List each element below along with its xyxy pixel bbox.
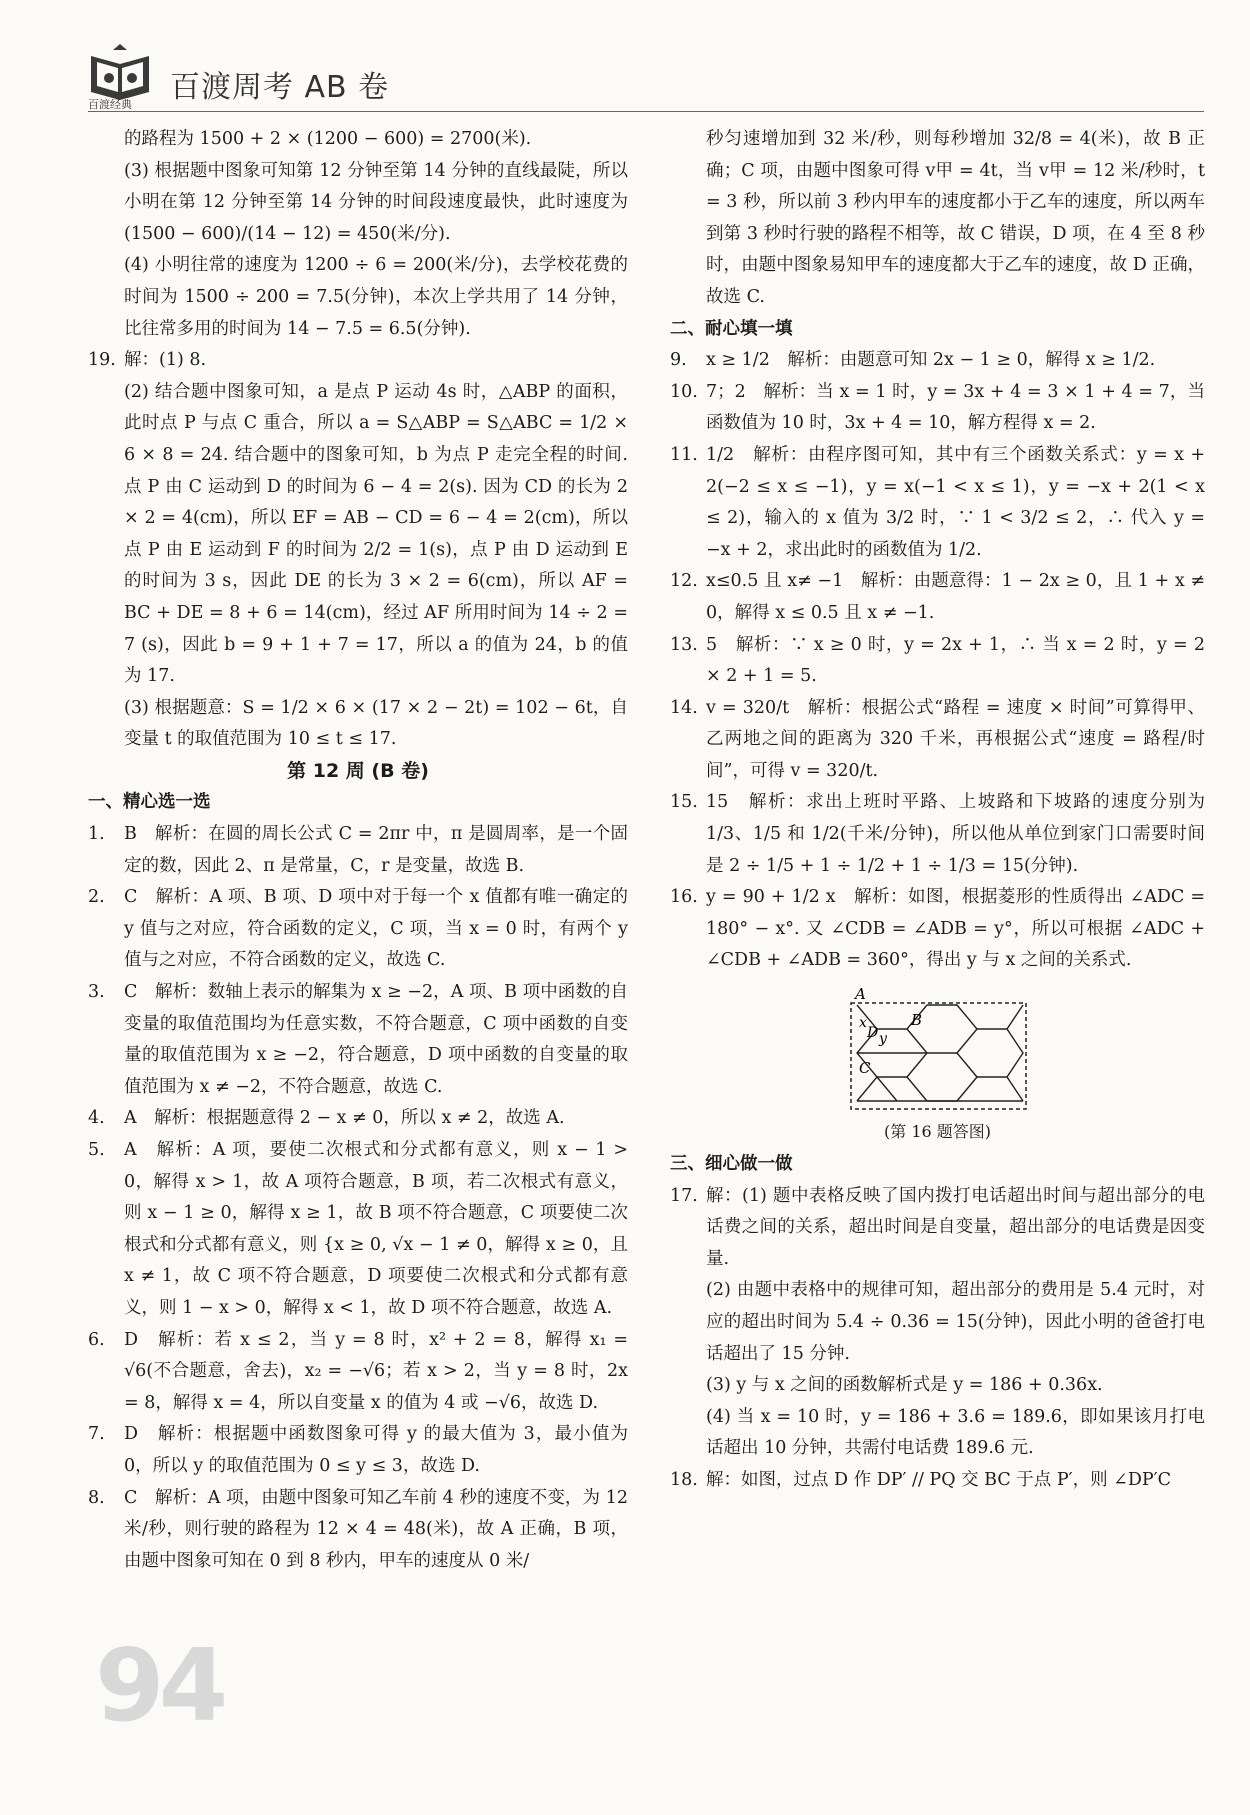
- answer-text: x ≥ 1/2 解析：由题意可知 2x − 1 ≥ 0，解得 x ≥ 1/2.: [706, 350, 1156, 371]
- answer-item: [670, 440, 1205, 566]
- question-19: [88, 345, 628, 377]
- question-number: 1.: [88, 824, 105, 845]
- answer-item: [670, 345, 1205, 377]
- question-18: [670, 1465, 1205, 1497]
- figure-caption: (第 16 题答图): [883, 1122, 992, 1142]
- question-number: 19.: [88, 350, 116, 371]
- q18-part4: (4) 小明往常的速度为 1200 ÷ 6 = 200(米/分)，去学校花费的时间为 1500 ÷ 200 = 7.5(分钟)，本次上学共用了 14 分钟，比往常多用的时间为 14 − 7.5 = 6.5(分钟).: [124, 255, 628, 339]
- rhombus-figure: [670, 985, 1205, 1145]
- answer-item: [88, 882, 628, 977]
- answer-text: x≤0.5 且 x≠ −1 解析：由题意得：1 − 2x ≥ 0，且 1 + x ≠ 0，解得 x ≤ 0.5 且 x ≠ −1.: [706, 571, 1205, 623]
- rhombus-tiling-diagram: [843, 985, 1033, 1115]
- answer-text: A 解析：根据题意得 2 − x ≠ 0，所以 x ≠ 2，故选 A.: [124, 1108, 565, 1129]
- question-number: 5.: [88, 1140, 105, 1160]
- header-divider: [88, 111, 1204, 112]
- question-number: 10.: [670, 381, 698, 402]
- question-number: 14.: [670, 697, 698, 718]
- answer-item: [88, 1483, 628, 1578]
- question-number: 15.: [670, 792, 698, 813]
- answer-item: [88, 977, 628, 1103]
- q17-part2: (2) 由题中表格中的规律可知，超出部分的费用是 5.4 元时，对应的超出时间为 5.4 ÷ 0.36 = 15(分钟)，因此小明的爸爸打电话超出了 15 分钟.: [706, 1280, 1205, 1364]
- answer-item: [88, 1419, 628, 1482]
- answer-text: 7；2 解析：当 x = 1 时，y = 3x + 4 = 3 × 1 + 4 = 7，当函数值为 10 时，3x + 4 = 10，解方程得 x = 2.: [706, 381, 1205, 434]
- answer-text: 1/2 解析：由程序图可知，其中有三个函数关系式：y = x + 2(−2 ≤ x ≤ −1)，y = x(−1 < x ≤ 1)，y = −x + 2(1 < x ≤ 2)，输入的 x 值为 3/2 时，∵ 1 < 3/2 ≤ 2，∴ 代入 y = −x + 2，求出此时的函数值为 1/2.: [706, 444, 1205, 560]
- question-number: 7.: [88, 1424, 105, 1445]
- question-17: [670, 1181, 1205, 1276]
- answer-item: [670, 377, 1205, 440]
- answer-item: [670, 882, 1205, 977]
- q19-part1: 解：(1) 8.: [124, 350, 207, 371]
- answer-text: 15 解析：求出上班时平路、上坡路和下坡路的速度分别为 1/3、1/5 和 1/2(千米/分钟)，所以他从单位到家门口需要时间是 2 ÷ 1/5 + 1 ÷ 1/2 + 1 ÷ 1/3 = 15(分钟).: [706, 792, 1205, 876]
- answer-text: y = 90 + 1/2 x 解析：如图，根据菱形的性质得出 ∠ADC = 180° − x°. 又 ∠CDB = ∠ADB = y°，所以可根据 ∠ADC + ∠CDB + ∠ADB = 360°，得出 y 与 x 之间的关系式.: [706, 887, 1205, 971]
- section-heading-fill: 二、耐心填一填: [670, 318, 793, 339]
- q19-part2: (2) 结合题中图象可知，a 是点 P 运动 4s 时，△ABP 的面积，此时点 P 与点 C 重合，所以 a = S△ABP = S△ABC = 1/2 × 6 × 8 = 24. 结合题中的图象可知，b 为点 P 走完全程的时间. 点 P 由 C 运动到 D 的时间为 6 − 4 = 2(s). 因为 CD 的长为 2 × 2 = 4(cm)，所以 EF = AB − CD = 6 − 4 = 2(cm)，所以点 P 由 E 运动到 F 的时间为 2/2 = 1(s)，点 P 由 D 运动到 E 的时间为 3 s，因此 DE 的长为 3 × 2 = 6(cm)，所以 AF = BC + DE = 8 + 6 = 14(cm)，经过 AF 所用时间为 14 ÷ 2 = 7 (s)，因此 b = 9 + 1 + 7 = 17，所以 a 的值为 24，b 的值为 17.: [124, 381, 628, 687]
- question-number: 4.: [88, 1108, 105, 1129]
- q17-part3: (3) y 与 x 之间的函数解析式是 y = 186 + 0.36x.: [706, 1375, 1103, 1396]
- label-x: x: [858, 1015, 867, 1032]
- answer-text: C 解析：A 项、B 项、D 项中对于每一个 x 值都有唯一确定的 y 值与之对应，符合函数的定义，C 项，当 x = 0 时，有两个 y 值与之对应，不符合函数的定义，故选 C.: [124, 887, 628, 971]
- section-heading-choice: 一、精心选一选: [88, 792, 211, 813]
- question-number: 2.: [88, 887, 105, 908]
- question-number: 17.: [670, 1185, 698, 1206]
- answer-item: [88, 1325, 628, 1420]
- answer-item: [670, 630, 1205, 693]
- answer-item: [88, 819, 628, 882]
- q19-part3: (3) 根据题意：S = 1/2 × 6 × (17 × 2 − 2t) = 102 − 6t，自变量 t 的取值范围为 10 ≤ t ≤ 17.: [124, 697, 628, 750]
- q18-continuation: 的路程为 1500 + 2 × (1200 − 600) = 2700(米).: [124, 129, 532, 149]
- label-y: y: [878, 1031, 887, 1048]
- q17-part4: (4) 当 x = 10 时，y = 186 + 3.6 = 189.6，即如果该月打电话超出 10 分钟，共需付电话费 189.6 元.: [706, 1406, 1205, 1459]
- answer-text: C 解析：数轴上表示的解集为 x ≥ −2，A 项、B 项中函数的自变量的取值范围均为任意实数，不符合题意，C 项中函数的自变量的取值范围为 x ≥ −2，符合题意，D 项中函数的自变量的取值范围为 x ≠ −2，不符合题意，故选 C.: [124, 982, 628, 1097]
- question-number: 8.: [88, 1487, 105, 1508]
- answer-text: C 解析：A 项，由题中图象可知乙车前 4 秒的速度不变，为 12 米/秒，则行驶的路程为 12 × 4 = 48(米)，故 A 正确，B 项，由题中图象可知在 0 到 8 秒内，甲车的速度从 0 米/: [124, 1487, 628, 1571]
- answer-item: [88, 1135, 628, 1325]
- question-number: 13.: [670, 634, 698, 655]
- week-title: 第 12 周 (B 卷): [287, 759, 429, 782]
- question-number: 16.: [670, 887, 698, 908]
- question-number: 11.: [670, 444, 698, 465]
- question-number: 9.: [670, 350, 687, 371]
- right-column: [670, 124, 1205, 1497]
- answer-text: D 解析：根据题中函数图象可得 y 的最大值为 3，最小值为 0，所以 y 的取值范围为 0 ≤ y ≤ 3，故选 D.: [124, 1424, 628, 1476]
- q8-continuation: 秒匀速增加到 32 米/秒，则每秒增加 32/8 = 4(米)，故 B 正确；C 项，由题中图象可得 v甲 = 4t，当 v甲 = 12 米/秒时，t = 3 秒，所以前 3 秒内甲车的速度都小于乙车的速度，所以两车到第 3 秒时行驶的路程不相等，故 C 错误，D 项，在 4 至 8 秒时，由题中图象易知甲车的速度都大于乙车的速度，故 D 正确，故选 C.: [706, 129, 1205, 307]
- label-b: B: [910, 1011, 922, 1030]
- question-number: 18.: [670, 1469, 698, 1490]
- q18-text: 解：如图，过点 D 作 DP′ // PQ 交 BC 于点 P′，则 ∠DP′C: [706, 1469, 1172, 1490]
- answer-text: D 解析：若 x ≤ 2，当 y = 8 时，x² + 2 = 8，解得 x₁ = √6(不合题意，舍去)，x₂ = −√6；若 x > 2，当 y = 8 时，2x = 8，解得 x = 4，所以自变量 x 的值为 4 或 −√6，故选 D.: [124, 1329, 628, 1413]
- q17-part1: 解：(1) 题中表格反映了国内拨打电话超出时间与超出部分的电话费之间的关系，超出时间是自变量，超出部分的电话费是因变量.: [706, 1185, 1205, 1269]
- left-column: [88, 124, 628, 1577]
- label-a: A: [854, 985, 866, 1004]
- question-number: 3.: [88, 982, 105, 1003]
- answer-item: [670, 693, 1205, 788]
- q18-part3: (3) 根据题中图象可知第 12 分钟至第 14 分钟的直线最陡，所以小明在第 12 分钟至第 14 分钟的时间段速度最快，此时速度为 (1500 − 600)/(14 − 12) = 450(米/分).: [124, 160, 628, 244]
- section-heading-solve: 三、细心做一做: [670, 1154, 793, 1175]
- question-number: 6.: [88, 1329, 105, 1350]
- answer-text: B 解析：在圆的周长公式 C = 2πr 中，π 是圆周率，是一个固定的数，因此 2、π 是常量，C，r 是变量，故选 B.: [124, 824, 628, 876]
- logo-caption: 百渡经典: [88, 98, 132, 111]
- answer-item: [670, 566, 1205, 629]
- answer-item: [88, 1103, 628, 1135]
- publication-title: 百渡周考 AB 卷: [170, 70, 390, 105]
- page-header: [0, 0, 1250, 115]
- label-c: C: [858, 1059, 870, 1078]
- question-number: 12.: [670, 571, 698, 592]
- answer-text: 5 解析：∵ x ≥ 0 时，y = 2x + 1，∴ 当 x = 2 时，y = 2 × 2 + 1 = 5.: [706, 634, 1205, 687]
- label-d: D: [866, 1025, 878, 1042]
- answer-text: v = 320/t 解析：根据公式“路程 = 速度 × 时间”可算得甲、乙两地之间的距离为 320 千米，再根据公式“速度 = 路程/时间”，可得 v = 320/t.: [706, 697, 1205, 781]
- answer-text: A 解析：A 项，要使二次根式和分式都有意义，则 x − 1 > 0，解得 x > 1，故 A 项符合题意，B 项，若二次根式有意义，则 x − 1 ≥ 0，解得 x ≥ 1，故 B 项不符合题意，C 项要使二次根式和分式都有意义，则 {x ≥ 0, √x − 1 ≠ 0，解得 x ≥ 0，且 x ≠ 1，故 C 项不符合题意，D 项要使二次根式和分式都有意义，则 1 − x > 0，解得 x < 1，故 D 项不符合题意，故选 A.: [124, 1140, 628, 1318]
- answer-item: [670, 787, 1205, 882]
- page-number: 94: [95, 1627, 223, 1744]
